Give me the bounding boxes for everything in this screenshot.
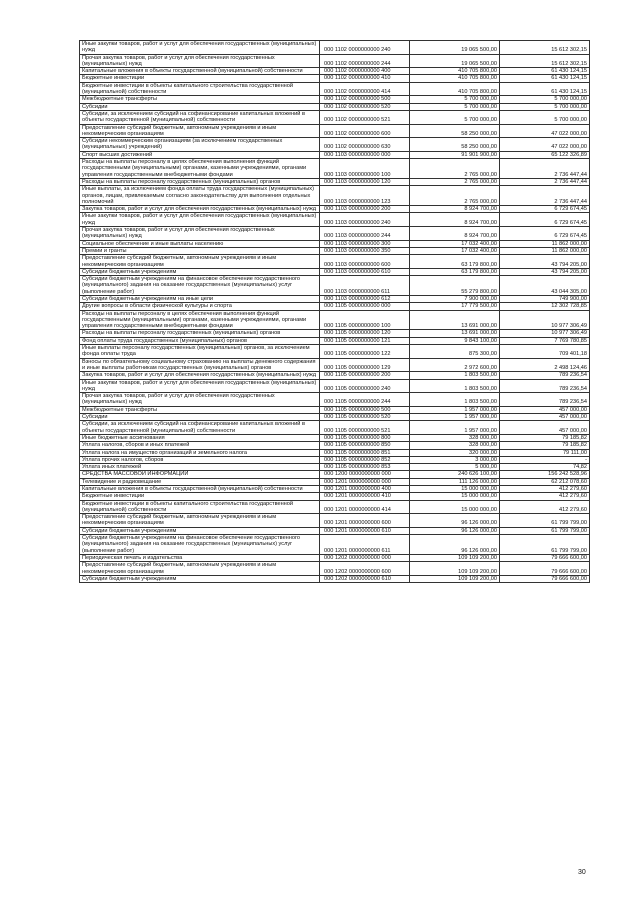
table-row: [80, 186, 590, 206]
row-executed: 412 279,60: [500, 486, 590, 493]
row-name: Предоставление субсидий бюджетным, автономным учреждениям и иным некоммерческим организациям: [80, 255, 320, 269]
table-row: [80, 434, 590, 441]
row-code: 000 1201 0000000000 410: [320, 493, 410, 500]
row-executed: 79 185,82: [500, 442, 590, 449]
row-name: Уплата иных платежей: [80, 464, 320, 471]
table-row: [80, 414, 590, 421]
row-name: Закупка товаров, работ и услуг для обеспечения государственных (муниципальных) нужд: [80, 206, 320, 213]
row-name: Прочая закупка товаров, работ и услуг для обеспечения государственных (муниципальных) нужд: [80, 54, 320, 68]
table-row: [80, 206, 590, 213]
row-name: Бюджетные инвестиции: [80, 75, 320, 82]
row-code: 000 1103 0000000000 600: [320, 255, 410, 269]
row-name: Уплата налогов, сборов и иных платежей: [80, 442, 320, 449]
row-code: 000 1202 0000000000 000: [320, 554, 410, 561]
row-approved: 410 705 800,00: [410, 82, 500, 96]
row-executed: 43 044 305,00: [500, 276, 590, 296]
row-executed: 789 236,54: [500, 393, 590, 407]
row-executed: 5 700 000,00: [500, 110, 590, 124]
row-name: Прочая закупка товаров, работ и услуг для обеспечения государственных (муниципальных) нужд: [80, 393, 320, 407]
table-row: [80, 213, 590, 227]
row-executed: 62 212 078,60: [500, 478, 590, 485]
row-executed: 79 185,82: [500, 434, 590, 441]
row-executed: 79 666 600,00: [500, 562, 590, 576]
row-approved: 5 700 000,00: [410, 103, 500, 110]
table-row: [80, 372, 590, 379]
row-executed: 74,82: [500, 464, 590, 471]
row-name: Межбюджетные трансферты: [80, 96, 320, 103]
row-code: 000 1102 0000000000 500: [320, 96, 410, 103]
row-name: Бюджетные инвестиции: [80, 493, 320, 500]
row-executed: 2 498 124,46: [500, 358, 590, 372]
table-row: [80, 471, 590, 478]
row-name: Иные выплаты персоналу государственных (муниципальных) органов, за исключением фонда оплаты труда: [80, 345, 320, 359]
row-executed: 12 302 728,85: [500, 303, 590, 310]
row-approved: 96 126 000,00: [410, 527, 500, 534]
table-row: [80, 345, 590, 359]
table-row: [80, 268, 590, 275]
row-approved: 320 000,00: [410, 449, 500, 456]
row-approved: 8 924 700,00: [410, 213, 500, 227]
row-code: 000 1102 0000000000 600: [320, 124, 410, 138]
row-code: 000 1103 0000000000 300: [320, 240, 410, 247]
row-name: Социальное обеспечение и иные выплаты населению: [80, 240, 320, 247]
row-code: 000 1200 0000000000 000: [320, 471, 410, 478]
row-executed: 47 022 000,00: [500, 138, 590, 152]
row-code: 000 1103 0000000000 240: [320, 213, 410, 227]
row-code: 000 1105 0000000000 100: [320, 310, 410, 330]
row-executed: 457 000,00: [500, 421, 590, 435]
row-approved: 1 803 500,00: [410, 379, 500, 393]
row-executed: 43 794 205,00: [500, 255, 590, 269]
row-name: Субсидии: [80, 414, 320, 421]
table-row: [80, 464, 590, 471]
row-name: Предоставление субсидий бюджетным, автономным учреждениям и иным некоммерческим организациям: [80, 124, 320, 138]
row-approved: 2 765 000,00: [410, 178, 500, 185]
row-approved: 410 705 800,00: [410, 68, 500, 75]
budget-report-page: [79, 40, 589, 583]
row-code: 000 1103 0000000000 612: [320, 295, 410, 302]
row-name: Капитальные вложения в объекты государственной (муниципальной) собственности: [80, 486, 320, 493]
row-code: 000 1105 0000000000 852: [320, 456, 410, 463]
table-row: [80, 247, 590, 254]
row-code: 000 1105 0000000000 500: [320, 406, 410, 413]
table-row: [80, 151, 590, 158]
row-approved: 3 000,00: [410, 456, 500, 463]
row-name: Иные закупки товаров, работ и услуг для обеспечения государственных (муниципальных) нужд: [80, 41, 320, 55]
row-executed: 2 736 447,44: [500, 186, 590, 206]
row-approved: 1 803 500,00: [410, 372, 500, 379]
row-executed: 457 000,00: [500, 414, 590, 421]
row-approved: 2 972 600,00: [410, 358, 500, 372]
row-name: Закупка товаров, работ и услуг для обеспечения государственных (муниципальных) нужд: [80, 372, 320, 379]
table-row: [80, 276, 590, 296]
table-row: [80, 103, 590, 110]
row-code: 000 1103 0000000000 120: [320, 178, 410, 185]
row-executed: 156 242 528,96: [500, 471, 590, 478]
row-approved: 109 109 200,00: [410, 554, 500, 561]
row-code: 000 1201 0000000000 400: [320, 486, 410, 493]
row-code: 000 1102 0000000000 240: [320, 41, 410, 55]
table-row: [80, 554, 590, 561]
table-row: [80, 110, 590, 124]
table-row: [80, 227, 590, 241]
row-approved: 13 691 000,00: [410, 310, 500, 330]
row-code: 000 1103 0000000000 611: [320, 276, 410, 296]
row-executed: 6 729 674,45: [500, 206, 590, 213]
row-approved: 96 126 000,00: [410, 535, 500, 555]
row-approved: 58 250 000,00: [410, 124, 500, 138]
row-approved: 2 765 000,00: [410, 186, 500, 206]
row-code: 000 1202 0000000000 600: [320, 562, 410, 576]
row-executed: 11 862 000,00: [500, 240, 590, 247]
row-executed: 79 666 600,00: [500, 575, 590, 582]
row-executed: 789 236,54: [500, 379, 590, 393]
table-row: [80, 562, 590, 576]
row-name: Межбюджетные трансферты: [80, 406, 320, 413]
table-row: [80, 68, 590, 75]
row-executed: 43 794 205,00: [500, 268, 590, 275]
table-row: [80, 138, 590, 152]
row-code: 000 1201 0000000000 611: [320, 535, 410, 555]
row-executed: 10 977 306,49: [500, 330, 590, 337]
table-row: [80, 330, 590, 337]
row-executed: 61 799 799,00: [500, 514, 590, 528]
row-name: Расходы на выплаты персоналу государственных (муниципальных) органов: [80, 330, 320, 337]
row-approved: 2 765 000,00: [410, 159, 500, 179]
row-code: 000 1201 0000000000 000: [320, 478, 410, 485]
table-row: [80, 493, 590, 500]
row-code: 000 1201 0000000000 610: [320, 527, 410, 534]
row-code: 000 1103 0000000000 350: [320, 247, 410, 254]
row-approved: 15 000 000,00: [410, 486, 500, 493]
row-code: 000 1105 0000000000 851: [320, 449, 410, 456]
row-name: Иные закупки товаров, работ и услуг для обеспечения государственных (муниципальных) нужд: [80, 213, 320, 227]
row-name: Бюджетные инвестиции в объекты капитального строительства государственной (муниципальной) собственности: [80, 82, 320, 96]
row-code: 000 1102 0000000000 521: [320, 110, 410, 124]
table-row: [80, 82, 590, 96]
row-code: 000 1105 0000000000 240: [320, 379, 410, 393]
row-code: 000 1102 0000000000 630: [320, 138, 410, 152]
row-executed: 5 700 000,00: [500, 103, 590, 110]
row-executed: 5 700 000,00: [500, 96, 590, 103]
table-row: [80, 54, 590, 68]
row-name: Предоставление субсидий бюджетным, автономным учреждениям и иным некоммерческим организациям: [80, 514, 320, 528]
table-row: [80, 535, 590, 555]
row-approved: 19 065 500,00: [410, 41, 500, 55]
row-name: Иные бюджетные ассигнования: [80, 434, 320, 441]
row-name: СРЕДСТВА МАССОВОЙ ИНФОРМАЦИИ: [80, 471, 320, 478]
row-name: Субсидии, за исключением субсидий на софинансирование капитальных вложений в объекты государственной (муниципальной) собственности: [80, 110, 320, 124]
row-code: 000 1105 0000000000 521: [320, 421, 410, 435]
row-code: 000 1103 0000000000 244: [320, 227, 410, 241]
row-executed: 749 900,00: [500, 295, 590, 302]
table-row: [80, 124, 590, 138]
table-row: [80, 527, 590, 534]
row-executed: 61 430 124,15: [500, 82, 590, 96]
table-row: [80, 442, 590, 449]
row-name: Фонд оплаты труда государственных (муниципальных) органов: [80, 337, 320, 344]
row-executed: 11 862 000,00: [500, 247, 590, 254]
table-row: [80, 421, 590, 435]
row-code: 000 1202 0000000000 610: [320, 575, 410, 582]
row-approved: 19 065 500,00: [410, 54, 500, 68]
budget-execution-table: [79, 40, 590, 583]
table-row: [80, 379, 590, 393]
table-row: [80, 358, 590, 372]
page-number: 30: [578, 869, 586, 876]
table-row: [80, 456, 590, 463]
row-code: 000 1102 0000000000 520: [320, 103, 410, 110]
row-approved: 1 957 000,00: [410, 414, 500, 421]
table-row: [80, 406, 590, 413]
row-approved: 109 109 200,00: [410, 575, 500, 582]
row-name: Периодическая печать и издательства: [80, 554, 320, 561]
row-code: 000 1105 0000000000 244: [320, 393, 410, 407]
table-row: [80, 486, 590, 493]
row-name: Субсидии бюджетным учреждениям: [80, 575, 320, 582]
table-row: [80, 178, 590, 185]
table-row: [80, 575, 590, 582]
row-approved: 8 924 700,00: [410, 206, 500, 213]
row-name: Субсидии бюджетным учреждениям на финансовое обеспечение государственного (муниципального) задания на оказание государственных (муниципальных) услуг (выполнение работ): [80, 276, 320, 296]
row-approved: 5 700 000,00: [410, 110, 500, 124]
row-approved: 17 032 400,00: [410, 240, 500, 247]
row-executed: 61 430 124,15: [500, 75, 590, 82]
row-name: Другие вопросы в области физической культуры и спорта: [80, 303, 320, 310]
row-approved: 1 957 000,00: [410, 421, 500, 435]
row-approved: 875 300,00: [410, 345, 500, 359]
row-executed: 6 729 674,45: [500, 213, 590, 227]
row-name: Спорт высших достижений: [80, 151, 320, 158]
row-name: Субсидии бюджетным учреждениям: [80, 527, 320, 534]
row-executed: 61 799 799,00: [500, 535, 590, 555]
table-row: [80, 255, 590, 269]
row-approved: 109 109 200,00: [410, 562, 500, 576]
row-code: 000 1201 0000000000 414: [320, 500, 410, 514]
row-approved: 13 691 000,00: [410, 330, 500, 337]
table-row: [80, 478, 590, 485]
row-code: 000 1105 0000000000 122: [320, 345, 410, 359]
row-name: Уплата налога на имущество организаций и земельного налога: [80, 449, 320, 456]
row-code: 000 1105 0000000000 850: [320, 442, 410, 449]
row-code: 000 1103 0000000000 100: [320, 159, 410, 179]
table-row: [80, 514, 590, 528]
table-row: [80, 303, 590, 310]
row-approved: 55 279 800,00: [410, 276, 500, 296]
row-name: Бюджетные инвестиции в объекты капитального строительства государственной (муниципальной) собственности: [80, 500, 320, 514]
row-name: Иные закупки товаров, работ и услуг для обеспечения государственных (муниципальных) нужд: [80, 379, 320, 393]
row-executed: 61 799 799,00: [500, 527, 590, 534]
row-executed: 61 430 124,15: [500, 68, 590, 75]
row-approved: 111 126 000,00: [410, 478, 500, 485]
row-name: Расходы на выплаты персоналу государственных (муниципальных) органов: [80, 178, 320, 185]
row-name: Субсидии некоммерческим организациям (за исключением государственных (муниципальных) учреждений): [80, 138, 320, 152]
row-approved: 5 000,00: [410, 464, 500, 471]
row-code: 000 1105 0000000000 200: [320, 372, 410, 379]
row-code: 000 1103 0000000000 123: [320, 186, 410, 206]
row-approved: 91 901 900,00: [410, 151, 500, 158]
row-code: 000 1105 0000000000 121: [320, 337, 410, 344]
row-executed: 15 612 302,15: [500, 41, 590, 55]
row-name: Прочая закупка товаров, работ и услуг для обеспечения государственных (муниципальных) нужд: [80, 227, 320, 241]
row-executed: 6 729 674,45: [500, 227, 590, 241]
row-approved: 17 032 400,00: [410, 247, 500, 254]
table-row: [80, 75, 590, 82]
row-name: Расходы на выплаты персоналу в целях обеспечения выполнения функций государственными (муниципальными) органами, казенными учреждениями, органами управления государственными внебюджетными фондами: [80, 310, 320, 330]
row-executed: 457 000,00: [500, 406, 590, 413]
row-code: 000 1201 0000000000 600: [320, 514, 410, 528]
row-approved: 9 843 100,00: [410, 337, 500, 344]
row-executed: 2 736 447,44: [500, 178, 590, 185]
row-approved: 410 705 800,00: [410, 75, 500, 82]
row-code: 000 1105 0000000000 000: [320, 303, 410, 310]
row-executed: 47 022 000,00: [500, 124, 590, 138]
row-approved: 5 700 000,00: [410, 96, 500, 103]
row-approved: 1 957 000,00: [410, 406, 500, 413]
table-row: [80, 159, 590, 179]
table-row: [80, 240, 590, 247]
row-approved: 96 126 000,00: [410, 514, 500, 528]
row-approved: 8 924 700,00: [410, 227, 500, 241]
row-approved: 63 179 800,00: [410, 255, 500, 269]
row-name: Уплата прочих налогов, сборов: [80, 456, 320, 463]
row-name: Субсидии бюджетным учреждениям: [80, 268, 320, 275]
row-approved: 1 803 500,00: [410, 393, 500, 407]
row-approved: 240 626 100,00: [410, 471, 500, 478]
row-code: 000 1102 0000000000 400: [320, 68, 410, 75]
row-executed: 79 111,00: [500, 449, 590, 456]
table-row: [80, 295, 590, 302]
row-name: Премии и гранты: [80, 247, 320, 254]
table-row: [80, 500, 590, 514]
row-name: Субсидии: [80, 103, 320, 110]
row-approved: 15 000 000,00: [410, 500, 500, 514]
row-code: 000 1105 0000000000 800: [320, 434, 410, 441]
row-executed: 10 977 306,49: [500, 310, 590, 330]
table-row: [80, 393, 590, 407]
table-row: [80, 41, 590, 55]
row-name: Субсидии бюджетным учреждениям на иные цели: [80, 295, 320, 302]
row-executed: 412 279,60: [500, 500, 590, 514]
row-executed: 79 666 600,00: [500, 554, 590, 561]
row-code: 000 1102 0000000000 410: [320, 75, 410, 82]
row-code: 000 1103 0000000000 200: [320, 206, 410, 213]
row-executed: 65 122 326,89: [500, 151, 590, 158]
row-name: Предоставление субсидий бюджетным, автономным учреждениям и иным некоммерческим организациям: [80, 562, 320, 576]
row-executed: 412 279,60: [500, 493, 590, 500]
table-row: [80, 449, 590, 456]
row-approved: 15 000 000,00: [410, 493, 500, 500]
row-approved: 328 000,00: [410, 442, 500, 449]
row-code: 000 1105 0000000000 129: [320, 358, 410, 372]
table-body: [80, 41, 590, 583]
row-executed: 789 236,54: [500, 372, 590, 379]
row-code: 000 1102 0000000000 414: [320, 82, 410, 96]
row-name: Субсидии бюджетным учреждениям на финансовое обеспечение государственного (муниципального) задания на оказание государственных (муниципальных) услуг (выполнение работ): [80, 535, 320, 555]
row-executed: -: [500, 456, 590, 463]
row-executed: 7 769 780,85: [500, 337, 590, 344]
row-approved: 328 000,00: [410, 434, 500, 441]
row-code: 000 1103 0000000000 000: [320, 151, 410, 158]
row-code: 000 1102 0000000000 244: [320, 54, 410, 68]
row-approved: 58 250 000,00: [410, 138, 500, 152]
row-executed: 2 736 447,44: [500, 159, 590, 179]
row-name: Капитальные вложения в объекты государственной (муниципальной) собственности: [80, 68, 320, 75]
row-executed: 709 401,18: [500, 345, 590, 359]
row-approved: 7 900 000,00: [410, 295, 500, 302]
row-code: 000 1105 0000000000 120: [320, 330, 410, 337]
row-name: Расходы на выплаты персоналу в целях обеспечения выполнения функций государственными (муниципальными) органами, казенными учреждениями, органами управления государственными внебюджетными фондами: [80, 159, 320, 179]
row-name: Взносы по обязательному социальному страхованию на выплаты денежного содержания и иные выплаты работникам государственных (муниципальных) органов: [80, 358, 320, 372]
row-approved: 17 779 500,00: [410, 303, 500, 310]
row-name: Телевидение и радиовещание: [80, 478, 320, 485]
row-code: 000 1105 0000000000 520: [320, 414, 410, 421]
row-name: Субсидии, за исключением субсидий на софинансирование капитальных вложений в объекты государственной (муниципальной) собственности: [80, 421, 320, 435]
row-approved: 63 179 800,00: [410, 268, 500, 275]
table-row: [80, 310, 590, 330]
row-code: 000 1103 0000000000 610: [320, 268, 410, 275]
table-row: [80, 337, 590, 344]
row-name: Иные выплаты, за исключением фонда оплаты труда государственных (муниципальных) органов, лицам, привлекаемым согласно законодательству для выполнения отдельных полномочий: [80, 186, 320, 206]
row-code: 000 1105 0000000000 853: [320, 464, 410, 471]
row-executed: 15 612 302,15: [500, 54, 590, 68]
table-row: [80, 96, 590, 103]
